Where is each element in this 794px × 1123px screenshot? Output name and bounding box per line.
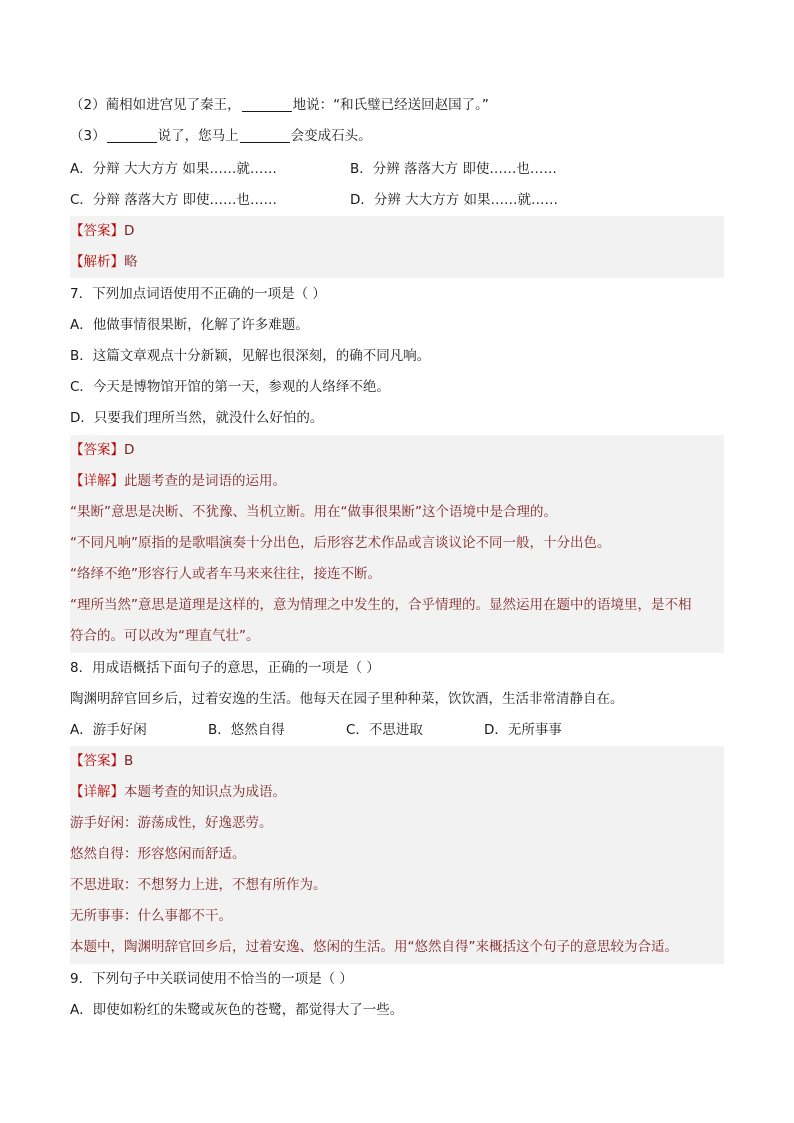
- q9-question: 9．下列句子中关联词使用不恰当的一项是（ ）: [70, 971, 353, 987]
- q6-answer: [70, 216, 724, 247]
- q8-detail-line: 不思进取：不想努力上进，不想有所作为。: [70, 877, 327, 893]
- analysis-value: 略: [124, 254, 138, 270]
- blank: [242, 97, 292, 112]
- answer-tag: 【答案】: [70, 442, 124, 458]
- q7-detail-line: “理所当然”意思是道理是这样的，意为情理之中发生的，合乎情理的。显然运用在题中的语境里，是不相: [70, 597, 692, 613]
- answer-tag: 【答案】: [70, 223, 124, 239]
- q8-option-d: D．无所事事: [484, 722, 562, 738]
- q8-detail-line: 悠然自得：形容悠闲而舒适。: [70, 846, 246, 862]
- detail-text: 此题考查的是词语的运用。: [124, 473, 286, 489]
- blank: [240, 128, 290, 143]
- q6-option-c: C．分辩 落落大方 即使……也……: [70, 192, 278, 208]
- q7-answer: [70, 435, 724, 466]
- detail-tag: 【详解】: [70, 473, 124, 489]
- q8-answer: [70, 746, 724, 777]
- q7-question: 7．下列加点词语使用不正确的一项是（ ）: [70, 286, 326, 302]
- q6-options-row-2: [70, 185, 724, 216]
- q6-option-b: B．分辨 落落大方 即使……也……: [350, 161, 557, 177]
- answer-value: B: [124, 753, 134, 769]
- answer-value: D: [124, 442, 135, 458]
- q8-option-b: B．悠然自得: [208, 722, 285, 738]
- blank: [107, 128, 157, 143]
- q8-detail-line: 游手好闲：游荡成性，好逸恶劳。: [70, 815, 273, 831]
- q7-detail-line: [70, 466, 724, 497]
- q8-option-a: A．游手好闲: [70, 722, 147, 738]
- answer-value: D: [124, 223, 135, 239]
- q7-detail-line: 符合的。可以改为“理直气壮”。: [70, 628, 260, 644]
- q6-analysis: [70, 247, 724, 278]
- q6-options-row-1: [70, 154, 724, 185]
- q6-item-2-post: 地说：“和氏璧已经送回赵国了。”: [292, 97, 489, 113]
- q8-question: 8．用成语概括下面句子的意思，正确的一项是（ ）: [70, 660, 380, 676]
- q7-option-b: B．这篇文章观点十分新颖，见解也很深刻，的确不同凡响。: [70, 348, 431, 364]
- detail-tag: 【详解】: [70, 784, 124, 800]
- q6-item-3-post: 会变成石头。: [290, 128, 372, 144]
- q6-option-d: D．分辨 大大方方 如果……就……: [350, 192, 558, 208]
- q6-item-2: [70, 90, 724, 121]
- q8-options-row: [70, 715, 724, 746]
- analysis-tag: 【解析】: [70, 254, 124, 270]
- q7-detail-line: “不同凡响”原指的是歌唱演奏十分出色，后形容艺术作品或言谈议论不同一般，十分出色。: [70, 535, 611, 551]
- q7-detail-line: “果断”意思是决断、不犹豫、当机立断。用在“做事很果断”这个语境中是合理的。: [70, 504, 557, 520]
- q8-detail-line: 本题中，陶渊明辞官回乡后，过着安逸、悠闲的生活。用“悠然自得”来概括这个句子的意思较为合适。: [70, 939, 678, 955]
- q8-detail-line: 无所事事：什么事都不干。: [70, 908, 232, 924]
- q6-item-3-pre: （3）: [70, 128, 106, 144]
- q8-detail-line: [70, 777, 724, 808]
- q7-option-d: D．只要我们理所当然，就没什么好怕的。: [70, 410, 324, 426]
- q6-item-3: [70, 121, 724, 152]
- q6-item-3-mid: 说了，您马上: [157, 128, 239, 144]
- q9-option-a: A．即使如粉红的朱鹭或灰色的苍鹭，都觉得大了一些。: [70, 1002, 404, 1018]
- q7-option-a: A．他做事情很果断，化解了许多难题。: [70, 317, 309, 333]
- answer-tag: 【答案】: [70, 753, 124, 769]
- q6-item-2-pre: （2）蔺相如进宫见了秦王，: [70, 97, 241, 113]
- detail-text: 本题考查的知识点为成语。: [124, 784, 286, 800]
- q7-option-c: C．今天是博物馆开馆的第一天，参观的人络绎不绝。: [70, 379, 390, 395]
- q7-detail-line: “络绎不绝”形容行人或者车马来来往往，接连不断。: [70, 566, 381, 582]
- q6-option-a: A．分辩 大大方方 如果……就……: [70, 161, 277, 177]
- q8-option-c: C．不思进取: [346, 722, 423, 738]
- q8-passage: 陶渊明辞官回乡后，过着安逸的生活。他每天在园子里种种菜，饮饮酒，生活非常清静自在。: [70, 691, 624, 707]
